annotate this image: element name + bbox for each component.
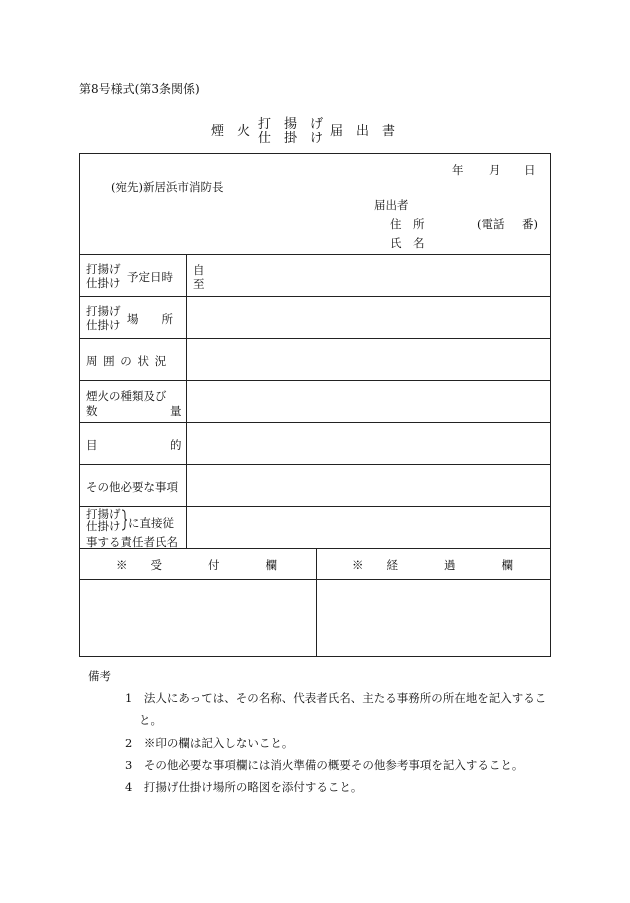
applicant-label: 届出者	[374, 198, 409, 212]
address-label: 住 所	[390, 217, 425, 231]
other-items-label: その他必要な事項	[86, 480, 178, 494]
remarks-heading: 備考	[88, 669, 111, 683]
receipt-cell	[80, 580, 316, 657]
responsible-label-line2: 事する責任者氏名	[86, 535, 178, 549]
title-launch: 打 揚 げ	[258, 117, 324, 132]
title-setpiece: 仕 掛 け	[258, 131, 324, 146]
receipt-column-header: ※ 受 付 欄	[116, 558, 277, 572]
remark-3: 3 その他必要な事項欄には消火準備の概要その他参考事項を記入すること。	[125, 758, 524, 772]
place-label-stack: 打揚げ 仕掛け	[86, 304, 121, 332]
type-label-line1: 煙火の種類及び	[86, 389, 167, 403]
purpose-label-a: 目	[86, 438, 98, 452]
remark-1: 1 法人にあっては、その名称、代表者氏名、主たる事務所の所在地を記入するこ	[125, 691, 547, 705]
place-label: 場 所	[127, 312, 173, 326]
title-notification: 届 出 書	[330, 124, 396, 139]
schedule-label-stack: 打揚げ 仕掛け	[86, 262, 121, 290]
remark-1-continued: と。	[139, 713, 162, 727]
date-year: 年	[452, 163, 464, 177]
title-fireworks: 煙 火	[211, 124, 251, 139]
remark-4: 4 打揚げ仕掛け場所の略図を添付すること。	[125, 780, 363, 794]
date-month: 月	[489, 163, 501, 177]
schedule-to: 至	[193, 277, 205, 291]
purpose-label-b: 的	[170, 438, 182, 452]
phone-label: (電話	[477, 217, 505, 231]
name-label: 氏 名	[390, 236, 425, 250]
type-label-qty-b: 量	[170, 404, 182, 418]
progress-column-header: ※ 経 過 欄	[352, 558, 513, 572]
phone-suffix: 番)	[522, 217, 538, 231]
responsible-label-stack: 打揚げ 仕掛け	[86, 507, 121, 533]
schedule-label: 予定日時	[127, 270, 173, 284]
type-label-qty-a: 数	[86, 404, 98, 418]
schedule-from: 自	[193, 263, 205, 277]
remark-2: 2 ※印の欄は記入しないこと。	[125, 736, 294, 750]
surroundings-label: 周 囲 の 状 況	[86, 354, 168, 368]
form-number-caption: 第8号様式(第3条関係)	[79, 82, 200, 96]
notification-form-table	[79, 153, 551, 657]
responsible-label-mid: に直接従	[128, 516, 174, 530]
date-day: 日	[524, 163, 536, 177]
brace-icon	[121, 509, 127, 531]
progress-cell	[317, 580, 551, 657]
addressee: (宛先)新居浜市消防長	[111, 180, 224, 194]
document-title	[0, 113, 630, 146]
